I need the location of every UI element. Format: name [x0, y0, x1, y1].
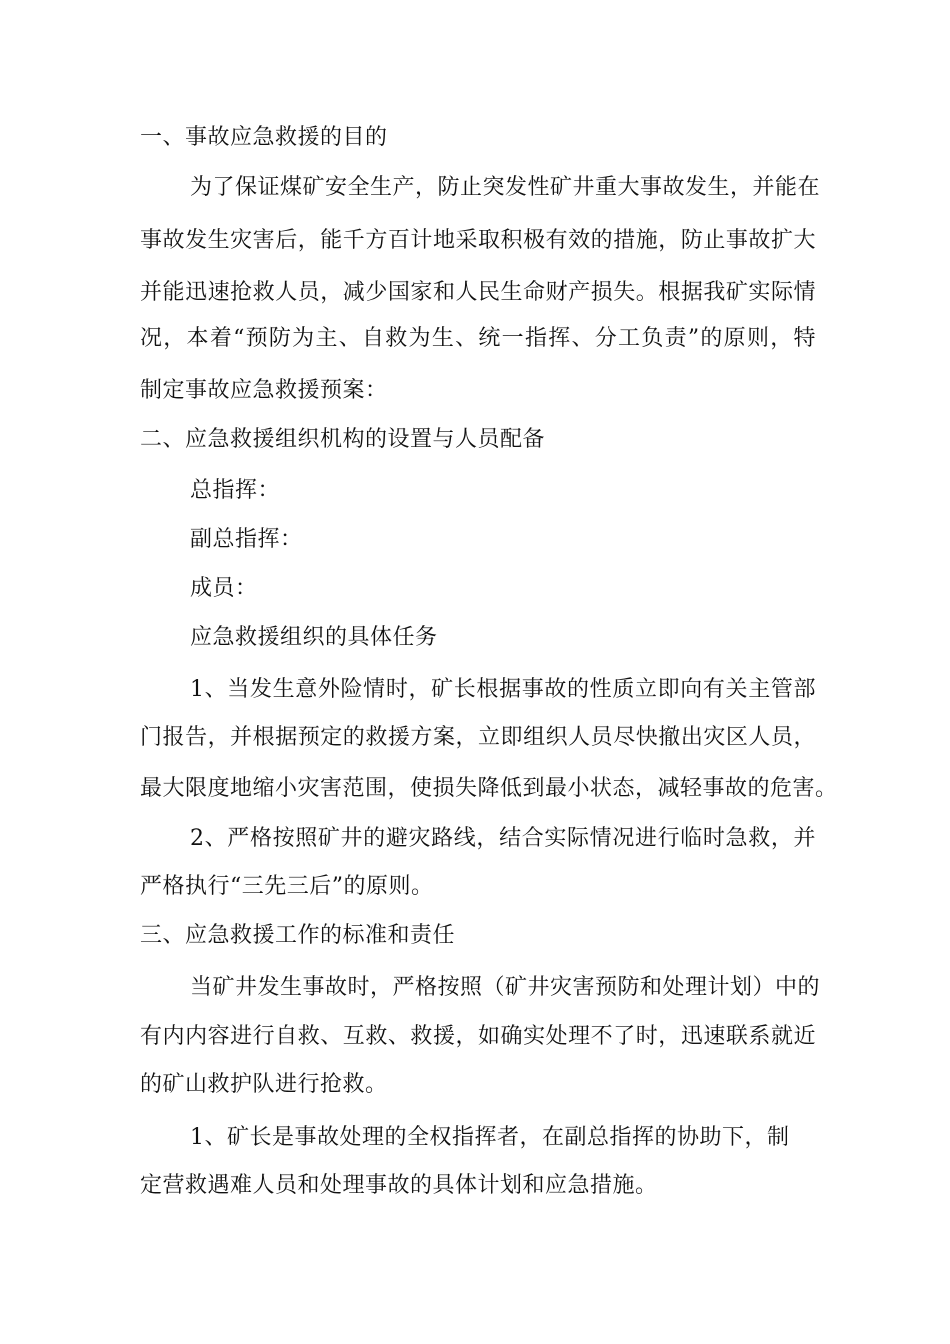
paragraph-line: 最大限度地缩小灾害范围，使损失降低到最小状态，减轻事故的危害。 — [140, 776, 838, 801]
paragraph-line: 1、矿长是事故处理的全权指挥者，在副总指挥的协助下，制 — [190, 1125, 790, 1150]
subheading-tasks: 应急救援组织的具体任务 — [190, 625, 438, 650]
section-heading-2: 二、应急救援组织机构的设置与人员配备 — [140, 427, 546, 452]
paragraph-line: 当矿井发生事故时，严格按照（矿井灾害预防和处理计划）中的 — [190, 975, 821, 1000]
paragraph-line: 1、当发生意外险情时，矿长根据事故的性质立即向有关主管部 — [190, 677, 816, 702]
paragraph-line: 严格执行“三先三后”的原则。 — [140, 874, 434, 899]
paragraph-line: 2、严格按照矿井的避灾路线，结合实际情况进行临时急救，并 — [190, 826, 816, 851]
role-label-deputy-commander: 副总指挥： — [190, 527, 303, 552]
paragraph-line: 定营救遇难人员和处理事故的具体计划和应急措施。 — [140, 1173, 658, 1198]
paragraph-line: 制定事故应急救援预案： — [140, 378, 388, 403]
paragraph-line: 为了保证煤矿安全生产，防止突发性矿井重大事故发生，并能在 — [190, 175, 821, 200]
paragraph-line: 事故发生灾害后，能千方百计地采取积极有效的措施，防止事故扩大 — [140, 228, 816, 253]
paragraph-line: 况，本着“预防为主、自救为生、统一指挥、分工负责”的原则，特 — [140, 326, 816, 351]
section-heading-1: 一、事故应急救援的目的 — [140, 125, 388, 150]
role-label-commander: 总指挥： — [190, 478, 281, 503]
paragraph-line: 的矿山救护队进行抢救。 — [140, 1072, 388, 1097]
paragraph-line: 有内内容进行自救、互救、救援，如确实处理不了时，迅速联系就近 — [140, 1024, 816, 1049]
role-label-members: 成员： — [190, 576, 258, 601]
paragraph-line: 门报告，并根据预定的救援方案，立即组织人员尽快撤出灾区人员， — [140, 725, 816, 750]
paragraph-line: 并能迅速抢救人员，减少国家和人民生命财产损失。根据我矿实际情 — [140, 280, 816, 305]
section-heading-3: 三、应急救援工作的标准和责任 — [140, 923, 456, 948]
